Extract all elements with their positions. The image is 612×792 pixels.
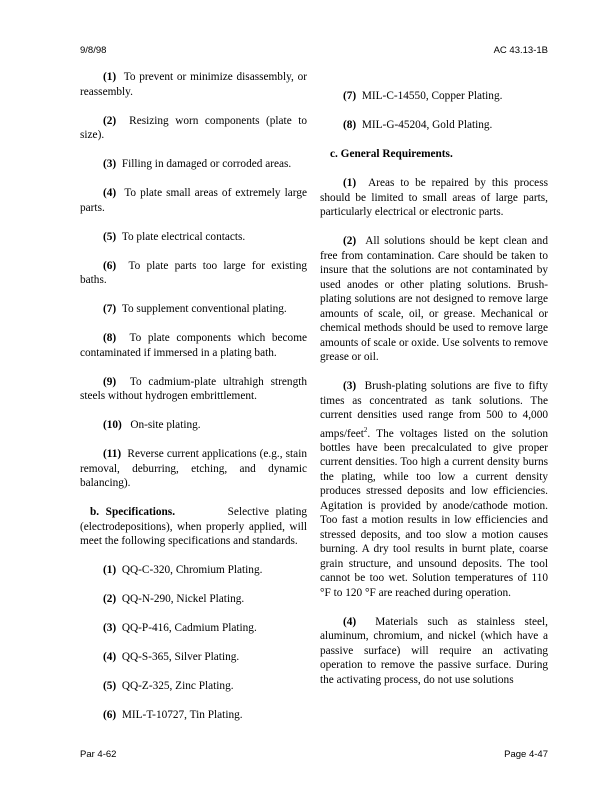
specifications-paragraph: b. Specifications. Selective plating (electrodepositions), when properly applied, will meet the following specifications and standards.	[80, 506, 307, 547]
requirement-item: (3) Brush-plating solutions are five to fifty times as concentrated as tank solutions. The current densities used range from 500 to 4,000 amps/feet$^2$. The voltages listed on the solution bottles have been precalculated to give proper current densities. Too high a current density burns the plating, while too low a current density produces stressed deposits and low efficiencies. Agitation is provided by anode/cathode motion. Too fast a motion results in low efficiencies and stressed deposits, and too slow a motion causes burning. A dry tool results in burnt plate, coarse grain structure, and unsound deposits. The tool cannot be too wet. Solution temperatures of 110 °F to 120 °F are reached during operation.	[320, 380, 548, 599]
left-column	[80, 70, 307, 737]
specifications-heading: b. Specifications.	[90, 506, 176, 518]
spec-item: (5) QQ-Z-325, Zinc Plating.	[103, 680, 234, 692]
spec-item: (8) MIL-G-45204, Gold Plating.	[343, 119, 493, 131]
list-item: (11) Reverse current applications (e.g., stain removal, deburring, etching, and dynamic balancing).	[80, 448, 307, 489]
list-item: (1) To prevent or minimize disassembly, or reassembly.	[80, 71, 308, 98]
list-item: (2) Resizing worn components (plate to size).	[80, 114, 307, 141]
spec-item: (7) MIL-C-14550, Copper Plating.	[343, 90, 503, 102]
right-column	[320, 89, 548, 702]
list-item: (3) Filling in damaged or corroded areas.	[103, 158, 292, 170]
requirement-item: (4) Materials such as stainless steel, aluminum, chromium, and nickel (which have a passive surface) will require an activating operation to remove the passive surface. During the activating process, do not use solutions	[320, 615, 548, 686]
spec-item: (3) QQ-P-416, Cadmium Plating.	[103, 622, 257, 634]
list-item: (4) To plate small areas of extremely large parts.	[80, 187, 307, 214]
list-item: (9) To cadmium-plate ultrahigh strength steels without hydrogen embrittlement.	[80, 375, 308, 402]
footer-paragraph-ref: Par 4-62	[80, 749, 117, 760]
spec-item: (1) QQ-C-320, Chromium Plating.	[103, 564, 263, 576]
requirement-item: (1) Areas to be repaired by this process should be limited to small areas of large parts, particularly electrical or electronic parts.	[320, 177, 548, 218]
spec-item: (6) MIL-T-10727, Tin Plating.	[103, 709, 243, 721]
general-requirements-heading: c. General Requirements.	[330, 148, 453, 160]
list-item: (7) To supplement conventional plating.	[103, 303, 287, 315]
list-item: (5) To plate electrical contacts.	[103, 230, 246, 243]
header-date: 9/8/98	[80, 45, 107, 56]
header-doc-id: AC 43.13-1B	[493, 45, 548, 56]
list-item: (6) To plate parts too large for existing baths.	[80, 259, 307, 286]
list-item: (8) To plate components which become contaminated if immersed in a plating bath.	[80, 332, 307, 359]
footer-page-number: Page 4-47	[504, 749, 548, 760]
spec-item: (4) QQ-S-365, Silver Plating.	[103, 651, 240, 663]
spec-item: (2) QQ-N-290, Nickel Plating.	[103, 593, 245, 605]
list-item: (10) On-site plating.	[103, 419, 201, 431]
requirement-item: (2) All solutions should be kept clean and free from contamination. Care should be taken to insure that the solutions are not contaminated by used anodes or other plating solutions. Brush-plating solutions are not designed to remove large amounts of scale, oil, or grease. Mechanical or chemical methods should be used to remove large amounts of scale or oxide. Use solvents to remove grease or oil.	[320, 235, 548, 363]
